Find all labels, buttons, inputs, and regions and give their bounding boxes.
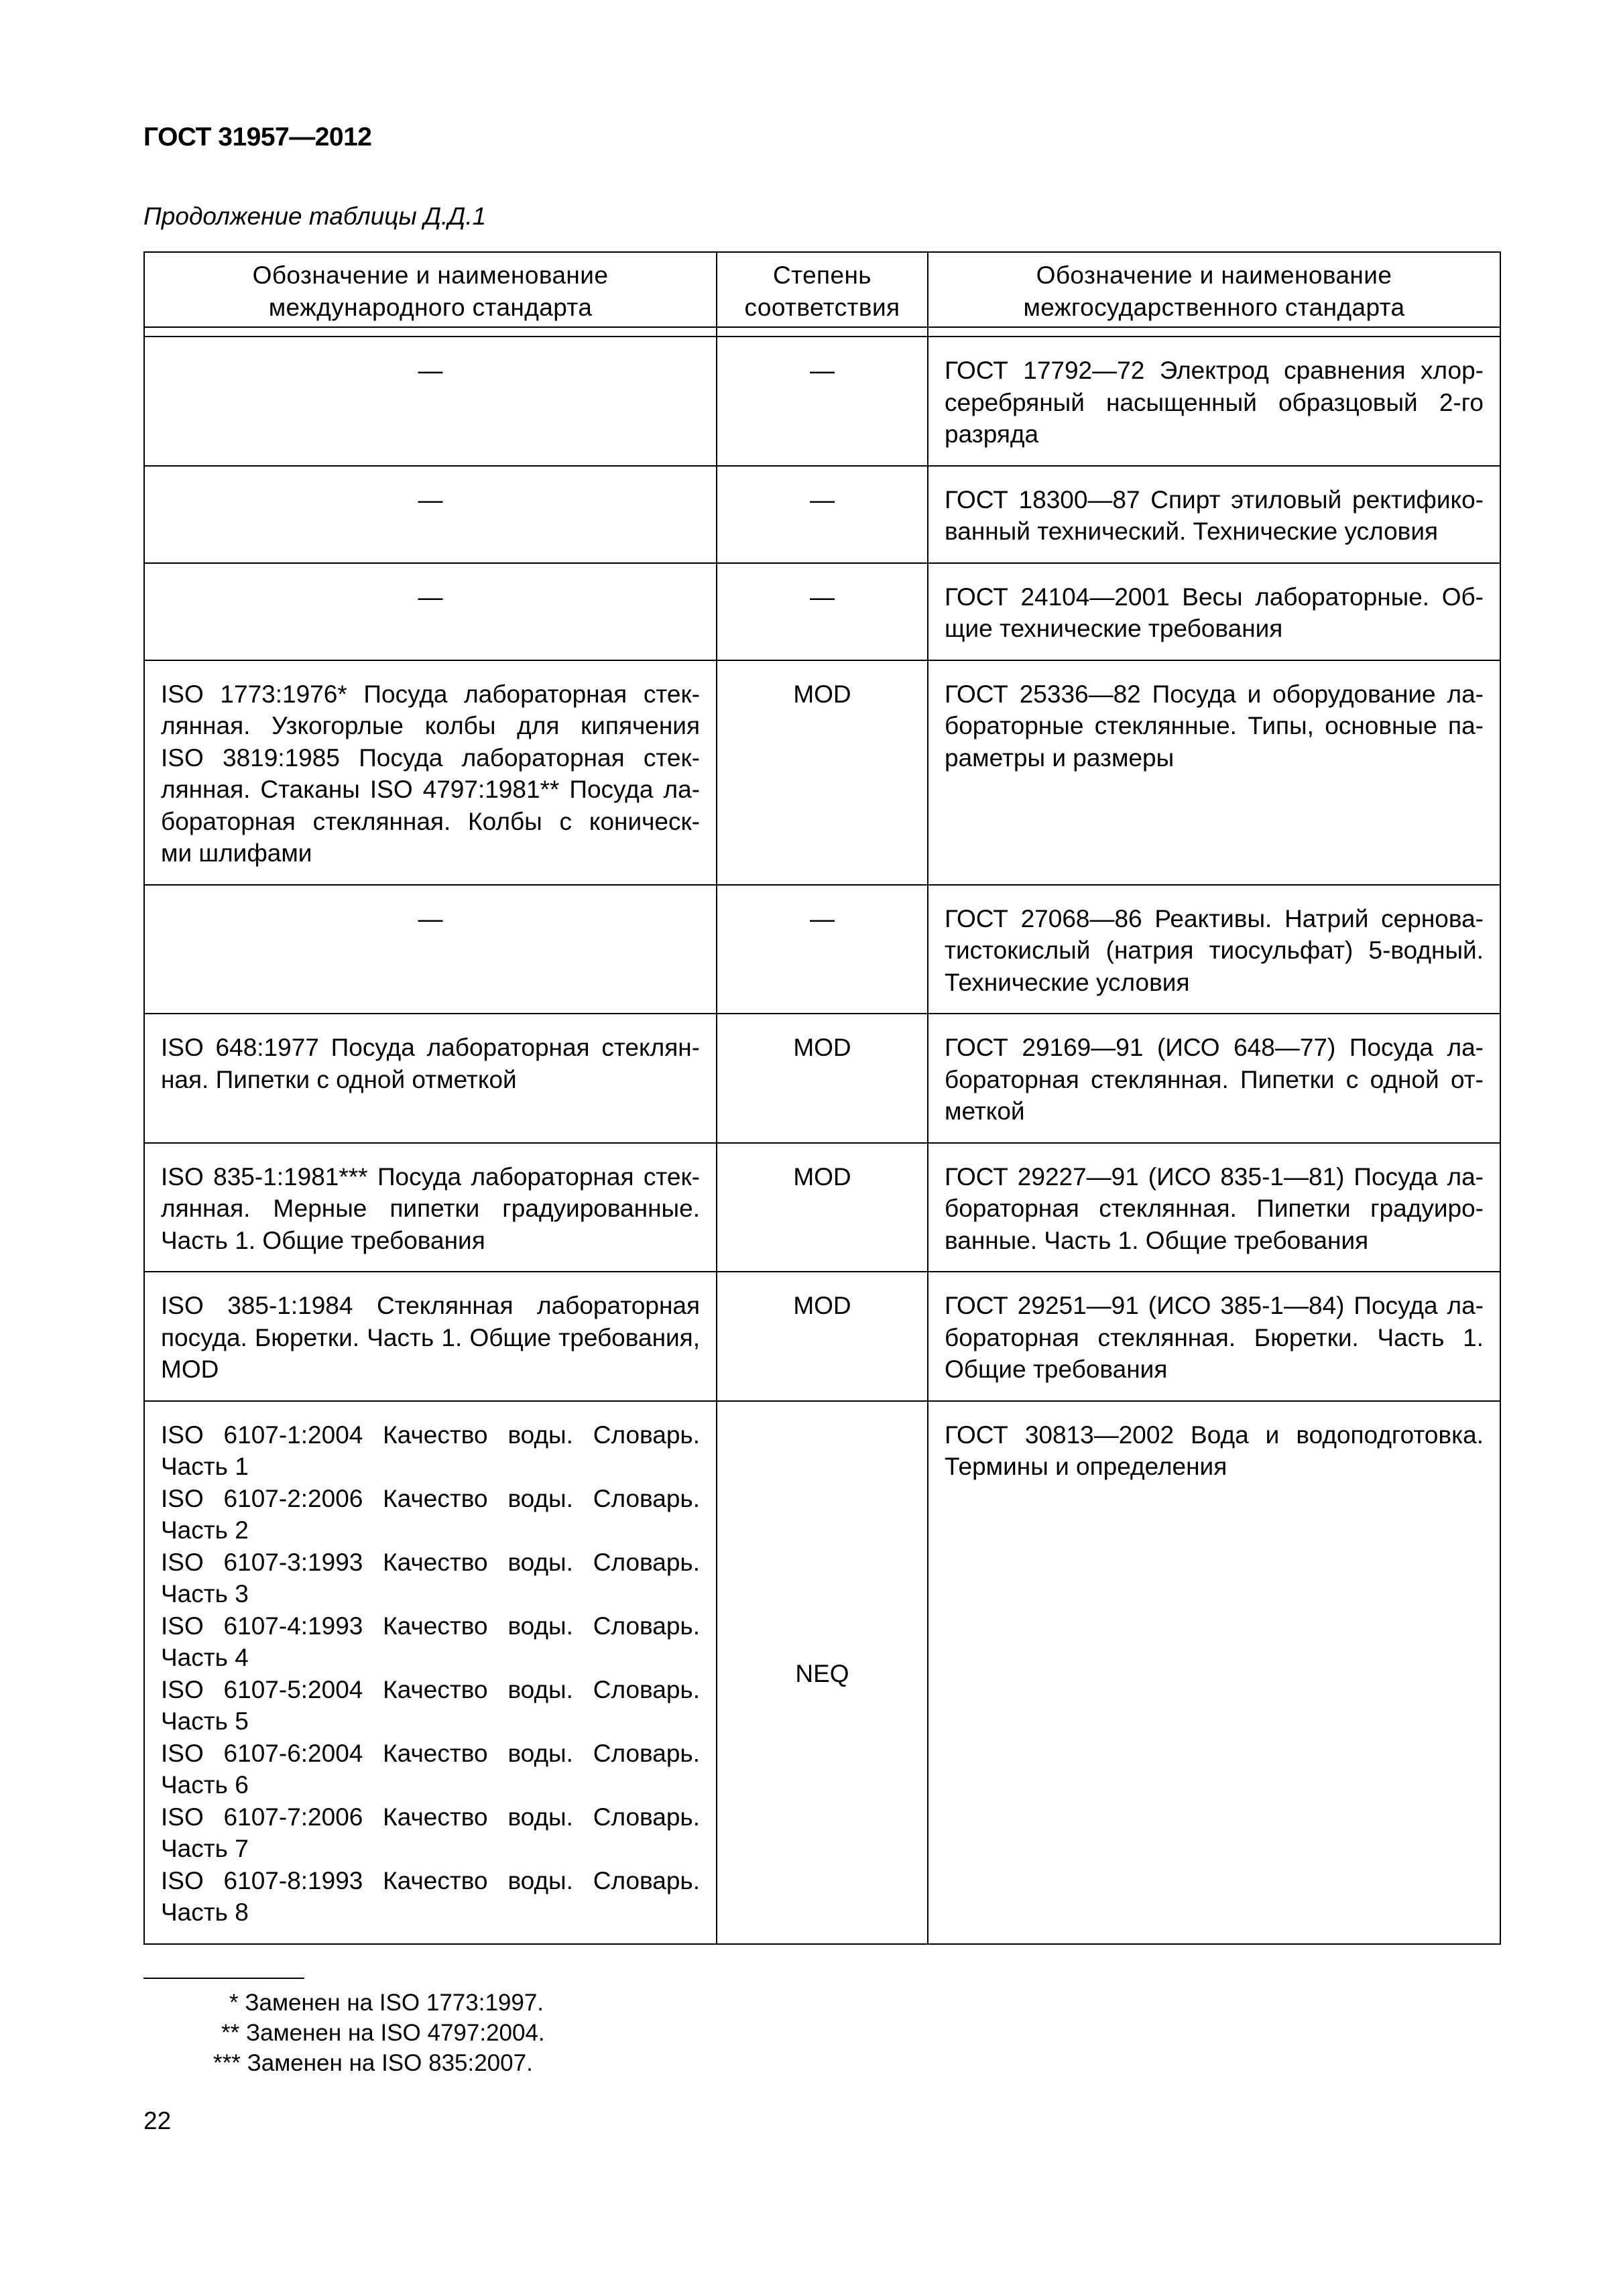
footnote-divider xyxy=(143,1978,304,1979)
cell-line: лянная. Мерные пипетки градуированные. xyxy=(161,1195,700,1222)
cell-line: ISO 6107-3:1993 Качество воды. Словарь. xyxy=(161,1548,700,1576)
table-row xyxy=(144,1272,1500,1401)
cell-line: тистокислый (натрия тиосульфат) 5-водный. xyxy=(945,936,1484,964)
header-degree-of-correspondence xyxy=(717,252,928,327)
cell-line: ГОСТ 17792—72 Электрод сравнения хлор- xyxy=(945,357,1484,384)
cell-line: ISO 6107-4:1993 Качество воды. Словарь. xyxy=(161,1612,700,1640)
header-international-standard xyxy=(144,252,717,327)
cell-line: ISO 6107-8:1993 Качество воды. Словарь. xyxy=(161,1866,700,1894)
separator-cell xyxy=(717,327,928,337)
cell-line: лянная. Стаканы ISO 4797:1981** Посуда ла- xyxy=(161,776,700,803)
cell-line: ISO 6107-2:2006 Качество воды. Словарь. xyxy=(161,1484,700,1512)
cell-line: ГОСТ 25336—82 Посуда и оборудование ла- xyxy=(945,680,1484,708)
table-row xyxy=(144,337,1500,466)
separator-cell xyxy=(928,327,1500,337)
cell-line: разряда xyxy=(945,420,1039,448)
document-code: ГОСТ 31957—2012 xyxy=(143,123,372,152)
cell-line: Часть 1. Общие требования xyxy=(161,1226,485,1254)
cell-interstate-standard xyxy=(928,660,1500,885)
cell-line: ISO 6107-6:2004 Качество воды. Словарь. xyxy=(161,1739,700,1767)
cell-line: Часть 7 xyxy=(161,1835,249,1862)
cell-line: — xyxy=(418,904,443,932)
cell-line: Общие требования xyxy=(945,1355,1168,1383)
cell-degree-of-correspondence: — xyxy=(717,337,928,466)
cell-line: MOD xyxy=(161,1355,219,1383)
header-line: Степень xyxy=(773,261,871,289)
table-row xyxy=(144,1014,1500,1143)
cell-interstate-standard xyxy=(928,337,1500,466)
cell-line: — xyxy=(418,357,443,384)
cell-degree-of-correspondence: — xyxy=(717,885,928,1014)
table-row xyxy=(144,466,1500,563)
cell-interstate-standard xyxy=(928,466,1500,563)
cell-interstate-standard xyxy=(928,885,1500,1014)
cell-line: ная. Пипетки с одной отметкой xyxy=(161,1065,517,1093)
cell-line: — xyxy=(418,485,443,513)
footnote: ** Заменен на ISO 4797:2004. xyxy=(221,2020,545,2046)
cell-line: раметры и размеры xyxy=(945,743,1175,772)
cell-line: ванный технический. Технические условия xyxy=(945,518,1439,545)
header-line: межгосударственного стандарта xyxy=(1023,293,1405,321)
cell-line: ГОСТ 24104—2001 Весы лабораторные. Об- xyxy=(945,583,1484,611)
cell-line: бораторная стеклянная. Колбы с коническ- xyxy=(161,807,700,835)
cell-line: Часть 8 xyxy=(161,1898,249,1926)
header-line: международного стандарта xyxy=(268,293,593,321)
cell-line: ISO 385-1:1984 Стеклянная лабораторная xyxy=(161,1292,700,1319)
cell-international-standard xyxy=(144,563,717,660)
cell-line: ISO 835-1:1981*** Посуда лабораторная стек- xyxy=(161,1162,700,1191)
cell-line: ISO 1773:1976* Посуда лабораторная стек- xyxy=(161,680,700,708)
cell-line: бораторная стеклянная. Бюретки. Часть 1. xyxy=(945,1323,1484,1351)
table-caption: Продолжение таблицы Д.Д.1 xyxy=(143,202,487,230)
cell-line: ISO 6107-7:2006 Качество воды. Словарь. xyxy=(161,1803,700,1831)
cell-line: ГОСТ 29251—91 (ИСО 385-1—84) Посуда ла- xyxy=(945,1292,1484,1319)
cell-degree-of-correspondence: NEQ xyxy=(717,1401,928,1944)
cell-line: Термины и определения xyxy=(945,1453,1227,1480)
header-interstate-standard xyxy=(928,252,1500,327)
cell-line: щие технические требования xyxy=(945,615,1283,642)
footnote: *** Заменен на ISO 835:2007. xyxy=(213,2050,533,2076)
cell-line: Часть 4 xyxy=(161,1644,249,1671)
cell-degree-of-correspondence: MOD xyxy=(717,660,928,885)
cell-line: ГОСТ 29227—91 (ИСО 835-1—81) Посуда ла- xyxy=(945,1162,1484,1191)
standards-correspondence-table xyxy=(143,251,1501,1945)
cell-international-standard xyxy=(144,1143,717,1272)
header-line: Обозначение и наименование xyxy=(252,261,609,289)
cell-line: бораторная стеклянная. Пипетки с одной от- xyxy=(945,1065,1484,1093)
cell-interstate-standard xyxy=(928,1401,1500,1944)
footnote: * Заменен на ISO 1773:1997. xyxy=(229,1990,544,2016)
table-header-row xyxy=(144,252,1500,327)
cell-line: ми шлифами xyxy=(161,839,312,867)
cell-line: ванные. Часть 1. Общие требования xyxy=(945,1226,1369,1254)
cell-degree-of-correspondence: — xyxy=(717,563,928,660)
cell-line: Часть 1 xyxy=(161,1453,249,1480)
cell-line: серебряный насыщенный образцовый 2-го xyxy=(945,388,1484,416)
cell-line: — xyxy=(418,583,443,611)
cell-line: Технические условия xyxy=(945,968,1190,996)
cell-line: посуда. Бюретки. Часть 1. Общие требования, xyxy=(161,1323,700,1351)
cell-line: ISO 3819:1985 Посуда лабораторная стек- xyxy=(161,743,700,772)
cell-international-standard xyxy=(144,1014,717,1143)
cell-interstate-standard xyxy=(928,1272,1500,1401)
header-line: соответствия xyxy=(744,293,900,321)
cell-line: ГОСТ 18300—87 Спирт этиловый ректифико- xyxy=(945,485,1484,513)
cell-interstate-standard xyxy=(928,563,1500,660)
table-row xyxy=(144,1143,1500,1272)
cell-line: Часть 3 xyxy=(161,1580,249,1608)
cell-line: ГОСТ 27068—86 Реактивы. Натрий сернова- xyxy=(945,904,1484,932)
table-header-separator-row xyxy=(144,327,1500,337)
cell-line: ISO 6107-5:2004 Качество воды. Словарь. xyxy=(161,1675,700,1703)
cell-line: Часть 6 xyxy=(161,1771,249,1799)
separator-cell xyxy=(144,327,717,337)
cell-international-standard xyxy=(144,1401,717,1944)
page-number: 22 xyxy=(143,2107,172,2134)
cell-degree-of-correspondence: — xyxy=(717,466,928,563)
cell-line: ISO 648:1977 Посуда лабораторная стеклян- xyxy=(161,1034,700,1061)
header-line: Обозначение и наименование xyxy=(1036,261,1392,289)
cell-international-standard xyxy=(144,885,717,1014)
table-row xyxy=(144,660,1500,885)
cell-degree-of-correspondence: MOD xyxy=(717,1143,928,1272)
table-row xyxy=(144,1401,1500,1944)
cell-interstate-standard xyxy=(928,1143,1500,1272)
cell-interstate-standard xyxy=(928,1014,1500,1143)
cell-line: меткой xyxy=(945,1097,1025,1125)
table-body xyxy=(144,337,1500,1944)
cell-degree-of-correspondence: MOD xyxy=(717,1014,928,1143)
cell-international-standard xyxy=(144,1272,717,1401)
cell-line: ГОСТ 29169—91 (ИСО 648—77) Посуда ла- xyxy=(945,1034,1484,1061)
cell-line: бораторная стеклянная. Пипетки градуиро- xyxy=(945,1195,1484,1222)
cell-line: ГОСТ 30813—2002 Вода и водоподготовка. xyxy=(945,1421,1484,1449)
cell-line: Часть 2 xyxy=(161,1516,249,1544)
cell-line: Часть 5 xyxy=(161,1707,249,1735)
cell-line: лянная. Узкогорлые колбы для кипячения xyxy=(161,712,700,739)
cell-international-standard xyxy=(144,660,717,885)
table-row xyxy=(144,885,1500,1014)
table-row xyxy=(144,563,1500,660)
footnotes xyxy=(143,1988,545,2078)
cell-international-standard xyxy=(144,466,717,563)
cell-international-standard xyxy=(144,337,717,466)
cell-degree-of-correspondence: MOD xyxy=(717,1272,928,1401)
cell-line: бораторные стеклянные. Типы, основные па- xyxy=(945,712,1484,739)
cell-line: ISO 6107-1:2004 Качество воды. Словарь. xyxy=(161,1421,700,1449)
